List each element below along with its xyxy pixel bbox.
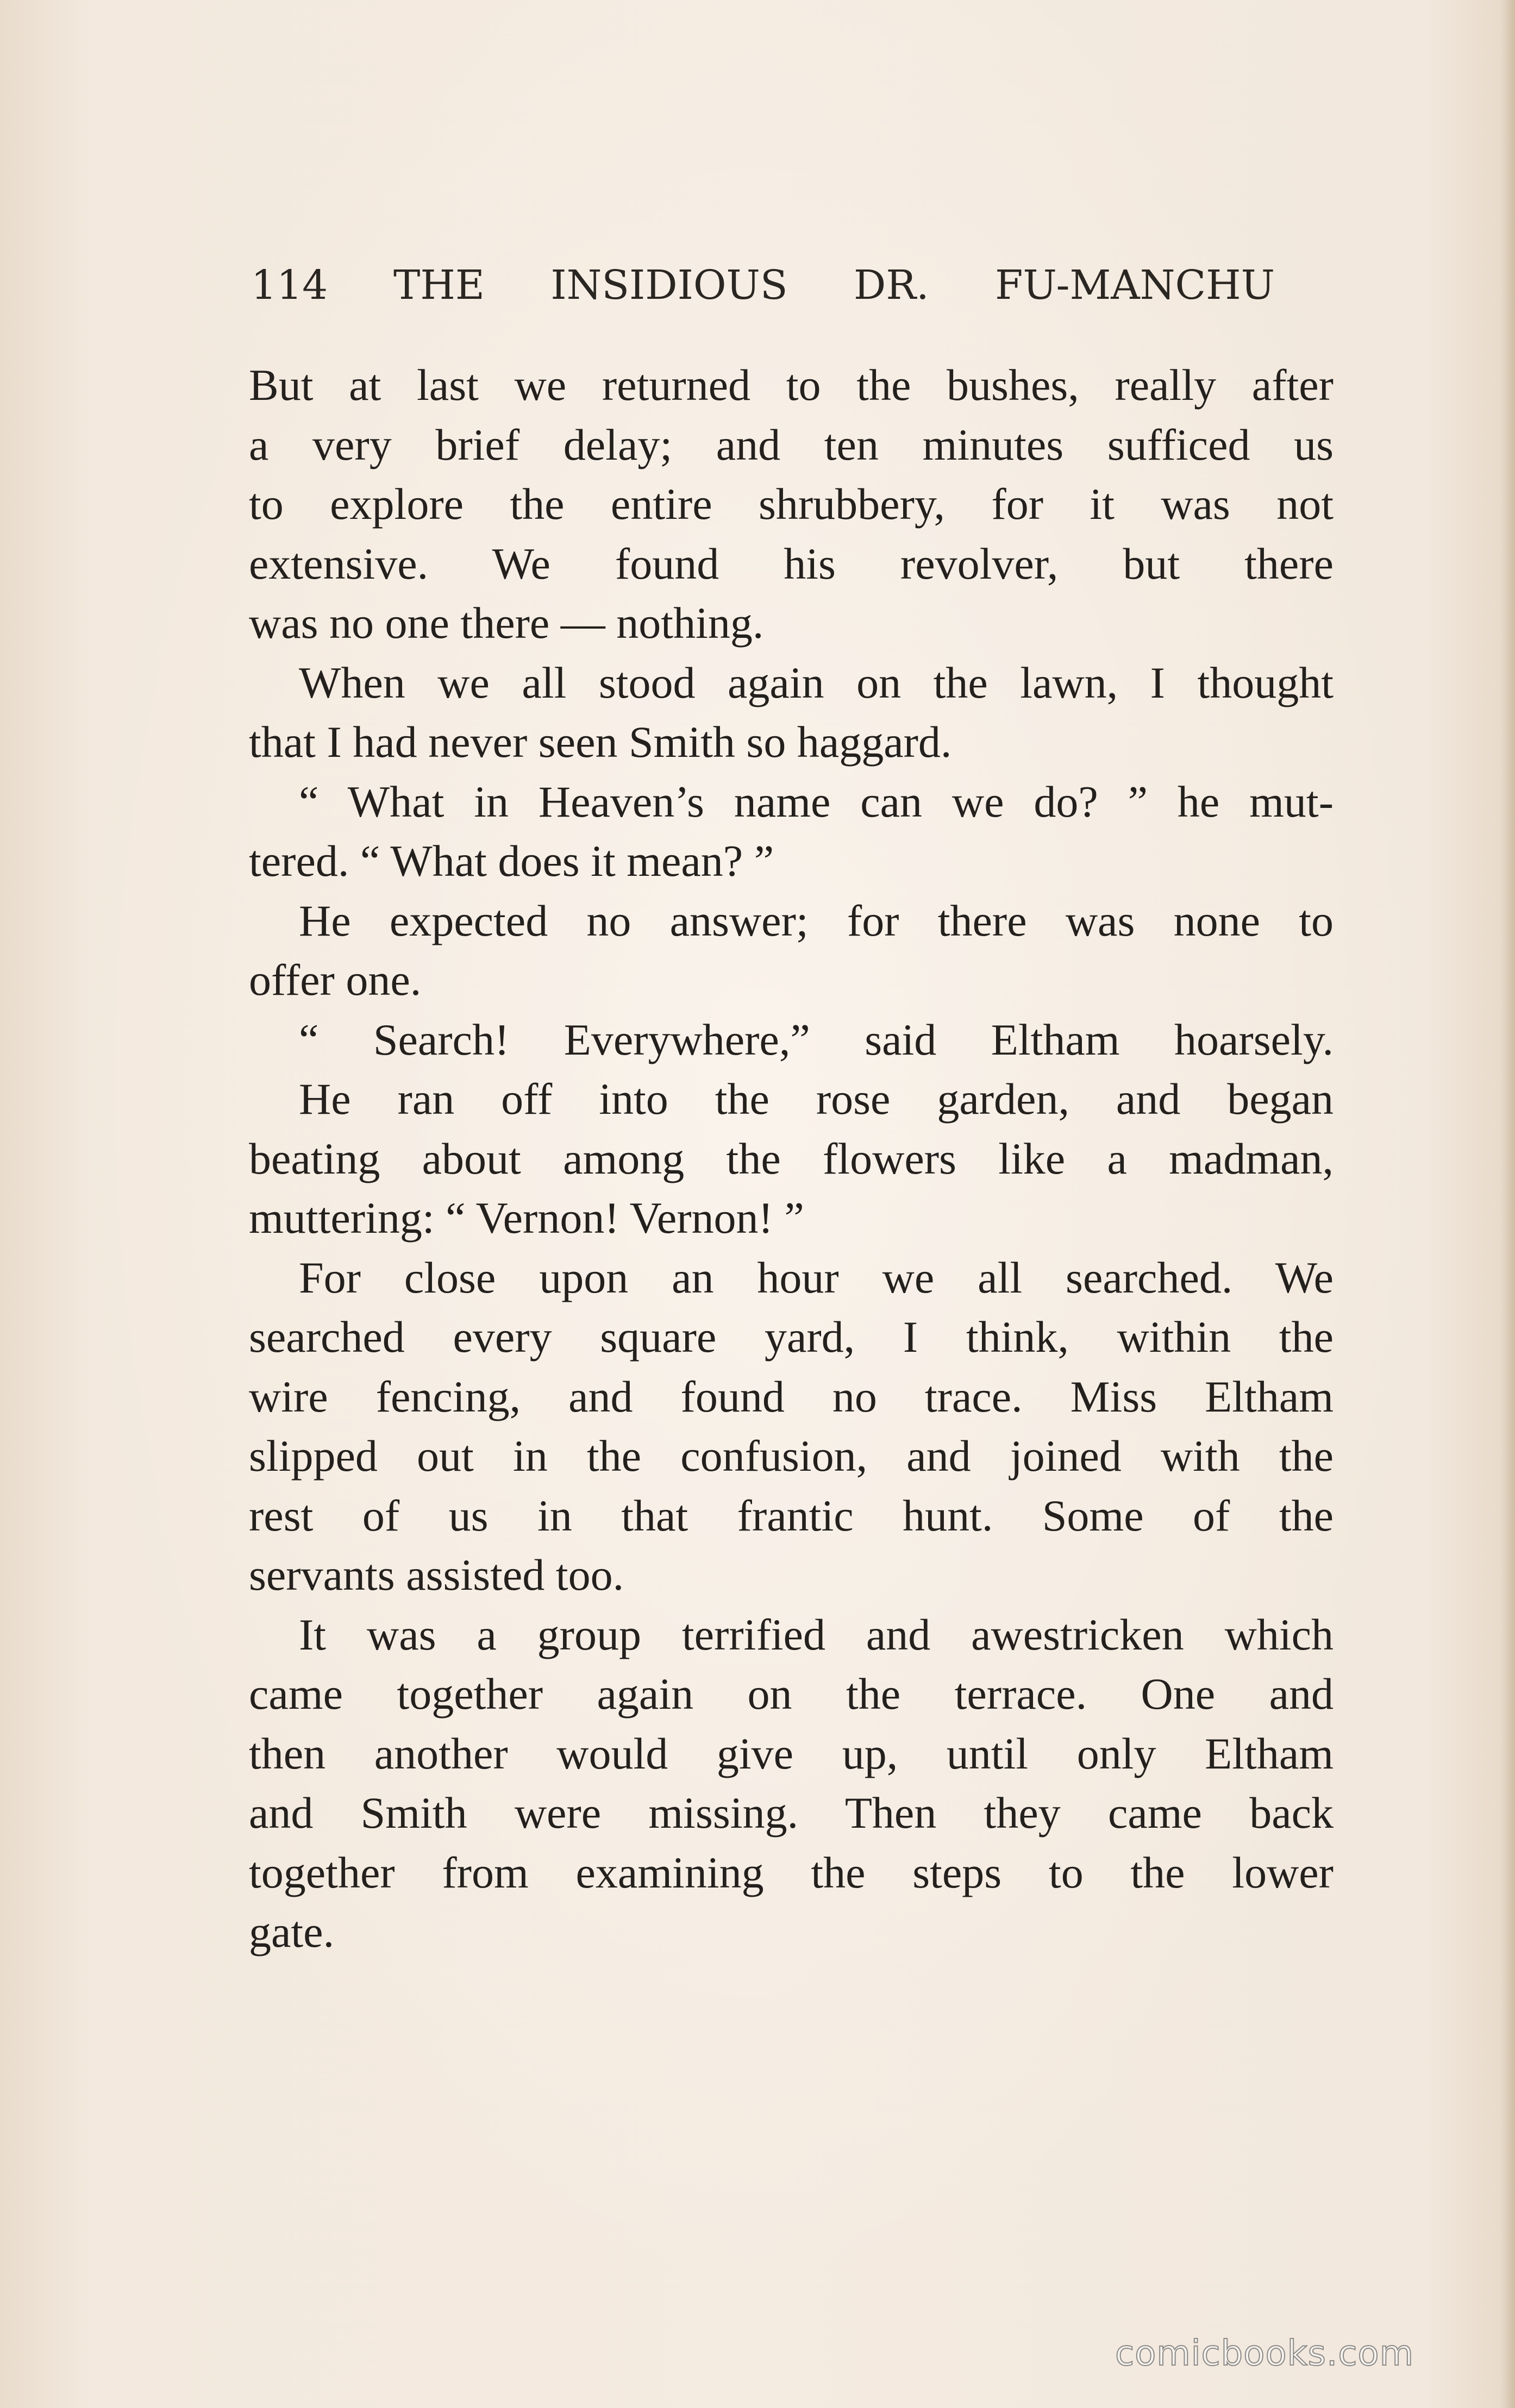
watermark: comicbooks.com [1115,2334,1414,2374]
text-line: that I had never seen Smith so haggard. [249,717,952,767]
text-line: a very brief delay; and ten minutes sufficed us [249,419,1334,469]
text-line: to explore the entire shrubbery, for it was not [249,479,1334,529]
text-line: searched every square yard, I think, within the [249,1312,1334,1362]
text-line: “ What in Heaven’s name can we do? ” he mut- [299,776,1334,826]
text-line: muttering: “ Vernon! Vernon! ” [249,1193,804,1243]
body-text [249,355,1334,1962]
text-line: When we all stood again on the lawn, I thought [299,657,1334,707]
text-line: For close upon an hour we all searched. We [299,1252,1334,1302]
text-line: and Smith were missing. Then they came back [249,1788,1334,1838]
text-line: was no one there — nothing. [249,598,764,648]
text-line: then another would give up, until only Eltham [249,1728,1334,1778]
page-number: 114 [251,262,328,309]
text-line: together from examining the steps to the lower [249,1847,1334,1897]
running-title: THE INSIDIOUS DR. FU-MANCHU [393,262,1275,309]
page-edge-shadow [1501,0,1515,2408]
text-line: wire fencing, and found no trace. Miss Eltham [249,1371,1334,1421]
text-line: But at last we returned to the bushes, really after [249,360,1334,410]
text-line: beating about among the flowers like a madman, [249,1133,1334,1183]
text-line: servants assisted too. [249,1550,624,1600]
text-line: He expected no answer; for there was none to [299,895,1334,945]
running-header [251,255,1284,315]
text-line: tered. “ What does it mean? ” [249,836,774,886]
text-line: He ran off into the rose garden, and began [299,1074,1334,1124]
text-line: came together again on the terrace. One and [249,1669,1334,1719]
text-line: slipped out in the confusion, and joined with the [249,1431,1334,1481]
text-line: extensive. We found his revolver, but there [249,538,1334,588]
text-line: offer one. [249,955,422,1005]
text-line: rest of us in that frantic hunt. Some of the [249,1490,1334,1540]
text-line: “ Search! Everywhere,” said Eltham hoarsely. [299,1014,1334,1064]
text-line: gate. [249,1907,335,1956]
text-line: It was a group terrified and awestricken which [299,1609,1334,1659]
